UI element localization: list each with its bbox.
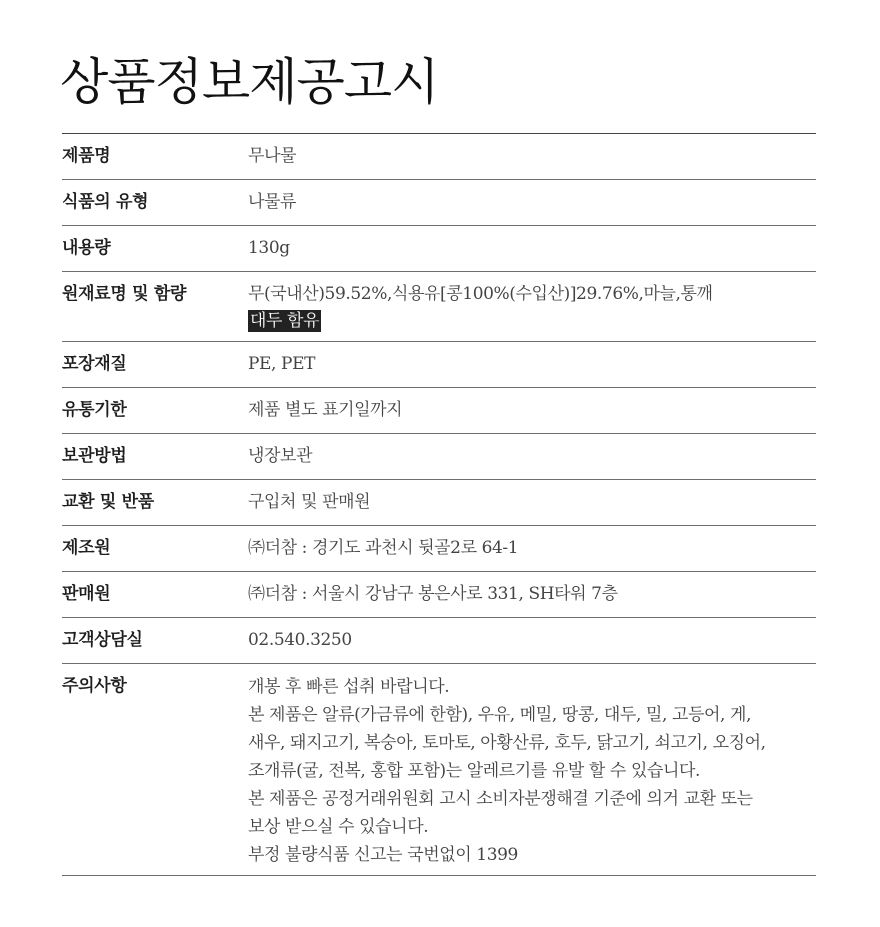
row-label: 주의사항	[62, 676, 127, 696]
row-label: 판매원	[62, 584, 111, 604]
row-value: 130g	[248, 238, 290, 258]
page-title: 상품정보제공고시	[60, 53, 439, 111]
table-row-manufacturer	[62, 526, 816, 572]
row-label: 교환 및 반품	[62, 492, 154, 512]
table-row-content-amount	[62, 226, 816, 272]
row-label: 내용량	[62, 238, 111, 258]
product-info-table	[62, 133, 816, 876]
row-label: 원재료명 및 함량	[62, 284, 187, 304]
table-row-precautions	[62, 664, 816, 876]
precaution-line: 개봉 후 빠른 섭취 바랍니다.	[248, 677, 450, 697]
ingredients-text: 무(국내산)59.52%,식용유[콩100%(수입산)]29.76%,마늘,통깨	[248, 284, 713, 304]
table-row-customer-service	[62, 618, 816, 664]
table-row-ingredients	[62, 272, 816, 342]
row-value: 구입처 및 판매원	[248, 492, 371, 512]
table-row-expiration	[62, 388, 816, 434]
table-row-exchange-return	[62, 480, 816, 526]
table-row-storage	[62, 434, 816, 480]
table-row-seller	[62, 572, 816, 618]
allergen-highlight-badge: 대두 함유	[250, 311, 320, 331]
row-value: 나물류	[248, 192, 297, 212]
table-row-packaging	[62, 342, 816, 388]
row-value: 제품 별도 표기일까지	[248, 400, 403, 420]
precaution-line: 보상 받으실 수 있습니다.	[248, 817, 429, 837]
table-row-product-name	[62, 134, 816, 180]
row-value: 냉장보관	[248, 446, 313, 466]
row-label: 제조원	[62, 538, 111, 558]
row-label: 식품의 유형	[62, 192, 149, 212]
row-value: ㈜더참 : 서울시 강남구 봉은사로 331, SH타워 7층	[248, 584, 618, 604]
precaution-line: 새우, 돼지고기, 복숭아, 토마토, 아황산류, 호두, 닭고기, 쇠고기, 오징어,	[248, 733, 766, 753]
row-value: 무나물	[248, 146, 297, 166]
row-label: 보관방법	[62, 446, 127, 466]
row-label: 제품명	[62, 146, 111, 166]
table-row-food-type	[62, 180, 816, 226]
row-label: 고객상담실	[62, 630, 143, 650]
row-value	[248, 272, 816, 341]
row-value	[248, 664, 816, 875]
precaution-line: 조개류(굴, 전복, 홍합 포함)는 알레르기를 유발 할 수 있습니다.	[248, 761, 701, 781]
precaution-line: 본 제품은 공정거래위원회 고시 소비자분쟁해결 기준에 의거 교환 또는	[248, 789, 753, 809]
row-label: 유통기한	[62, 400, 127, 420]
precaution-line: 부정 불량식품 신고는 국번없이 1399	[248, 845, 518, 865]
row-value: 02.540.3250	[248, 630, 352, 650]
row-value: ㈜더참 : 경기도 과천시 뒷골2로 64-1	[248, 538, 519, 558]
row-value: PE, PET	[248, 354, 316, 374]
precaution-line: 본 제품은 알류(가금류에 한함), 우유, 메밀, 땅콩, 대두, 밀, 고등어, 게,	[248, 705, 752, 725]
row-label: 포장재질	[62, 354, 127, 374]
